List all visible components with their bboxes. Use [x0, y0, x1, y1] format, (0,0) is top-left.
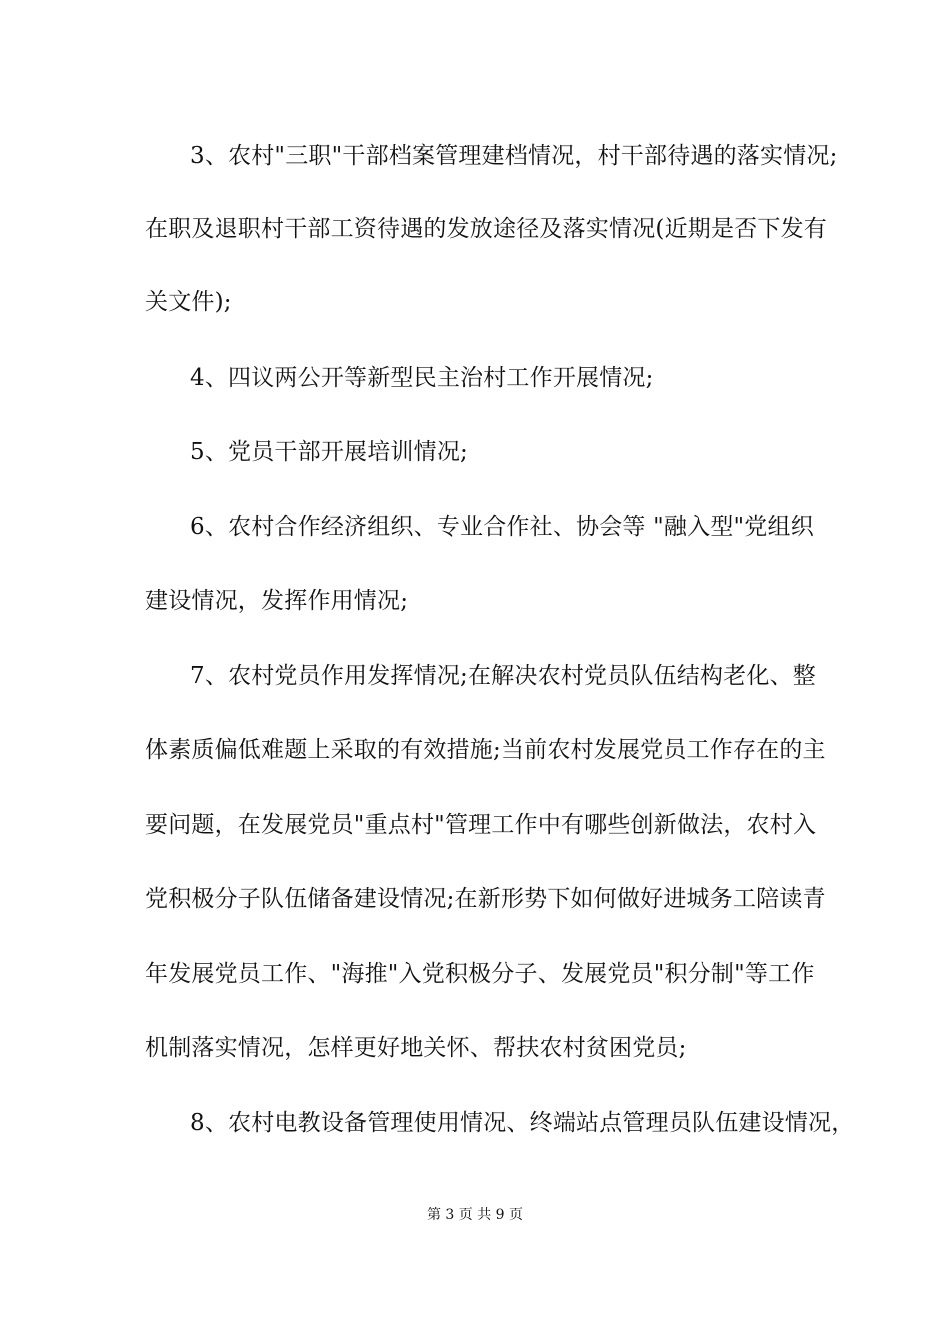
- paragraph-6-line-1: 6、农村合作经济组织、专业合作社、协会等 "融入型"党组织: [190, 514, 814, 540]
- paragraph-7-line-4: 党积极分子队伍储备建设情况;在新形势下如何做好进城务工陪读青: [145, 886, 826, 912]
- paragraph-8-line-1: 8、农村电教设备管理使用情况、终端站点管理员队伍建设情况，: [190, 1110, 855, 1136]
- page-footer: 第 3 页 共 9 页: [426, 1207, 524, 1223]
- paragraph-3-line-2: 在职及退职村干部工资待遇的发放途径及落实情况(近期是否下发有: [145, 216, 827, 242]
- paragraph-5-line-1: 5、党员干部开展培训情况;: [190, 439, 468, 465]
- paragraph-4-line-1: 4、四议两公开等新型民主治村工作开展情况;: [190, 365, 654, 391]
- paragraph-7-line-2: 体素质偏低难题上采取的有效措施;当前农村发展党员工作存在的主: [145, 737, 826, 763]
- paragraph-7-line-5: 年发展党员工作、"海推"入党积极分子、发展党员"积分制"等工作: [145, 961, 815, 987]
- paragraph-6-line-2: 建设情况，发挥作用情况;: [145, 588, 409, 614]
- paragraph-3-line-1: 3、农村"三职"干部档案管理建档情况，村干部待遇的落实情况;: [190, 143, 838, 169]
- paragraph-7-line-6: 机制落实情况，怎样更好地关怀、帮扶农村贫困党员;: [145, 1035, 687, 1061]
- paragraph-7-line-1: 7、农村党员作用发挥情况;在解决农村党员队伍结构老化、整: [190, 663, 816, 689]
- paragraph-7-line-3: 要问题，在发展党员"重点村"管理工作中有哪些创新做法，农村入: [145, 812, 817, 838]
- paragraph-3-line-3: 关文件);: [145, 289, 232, 315]
